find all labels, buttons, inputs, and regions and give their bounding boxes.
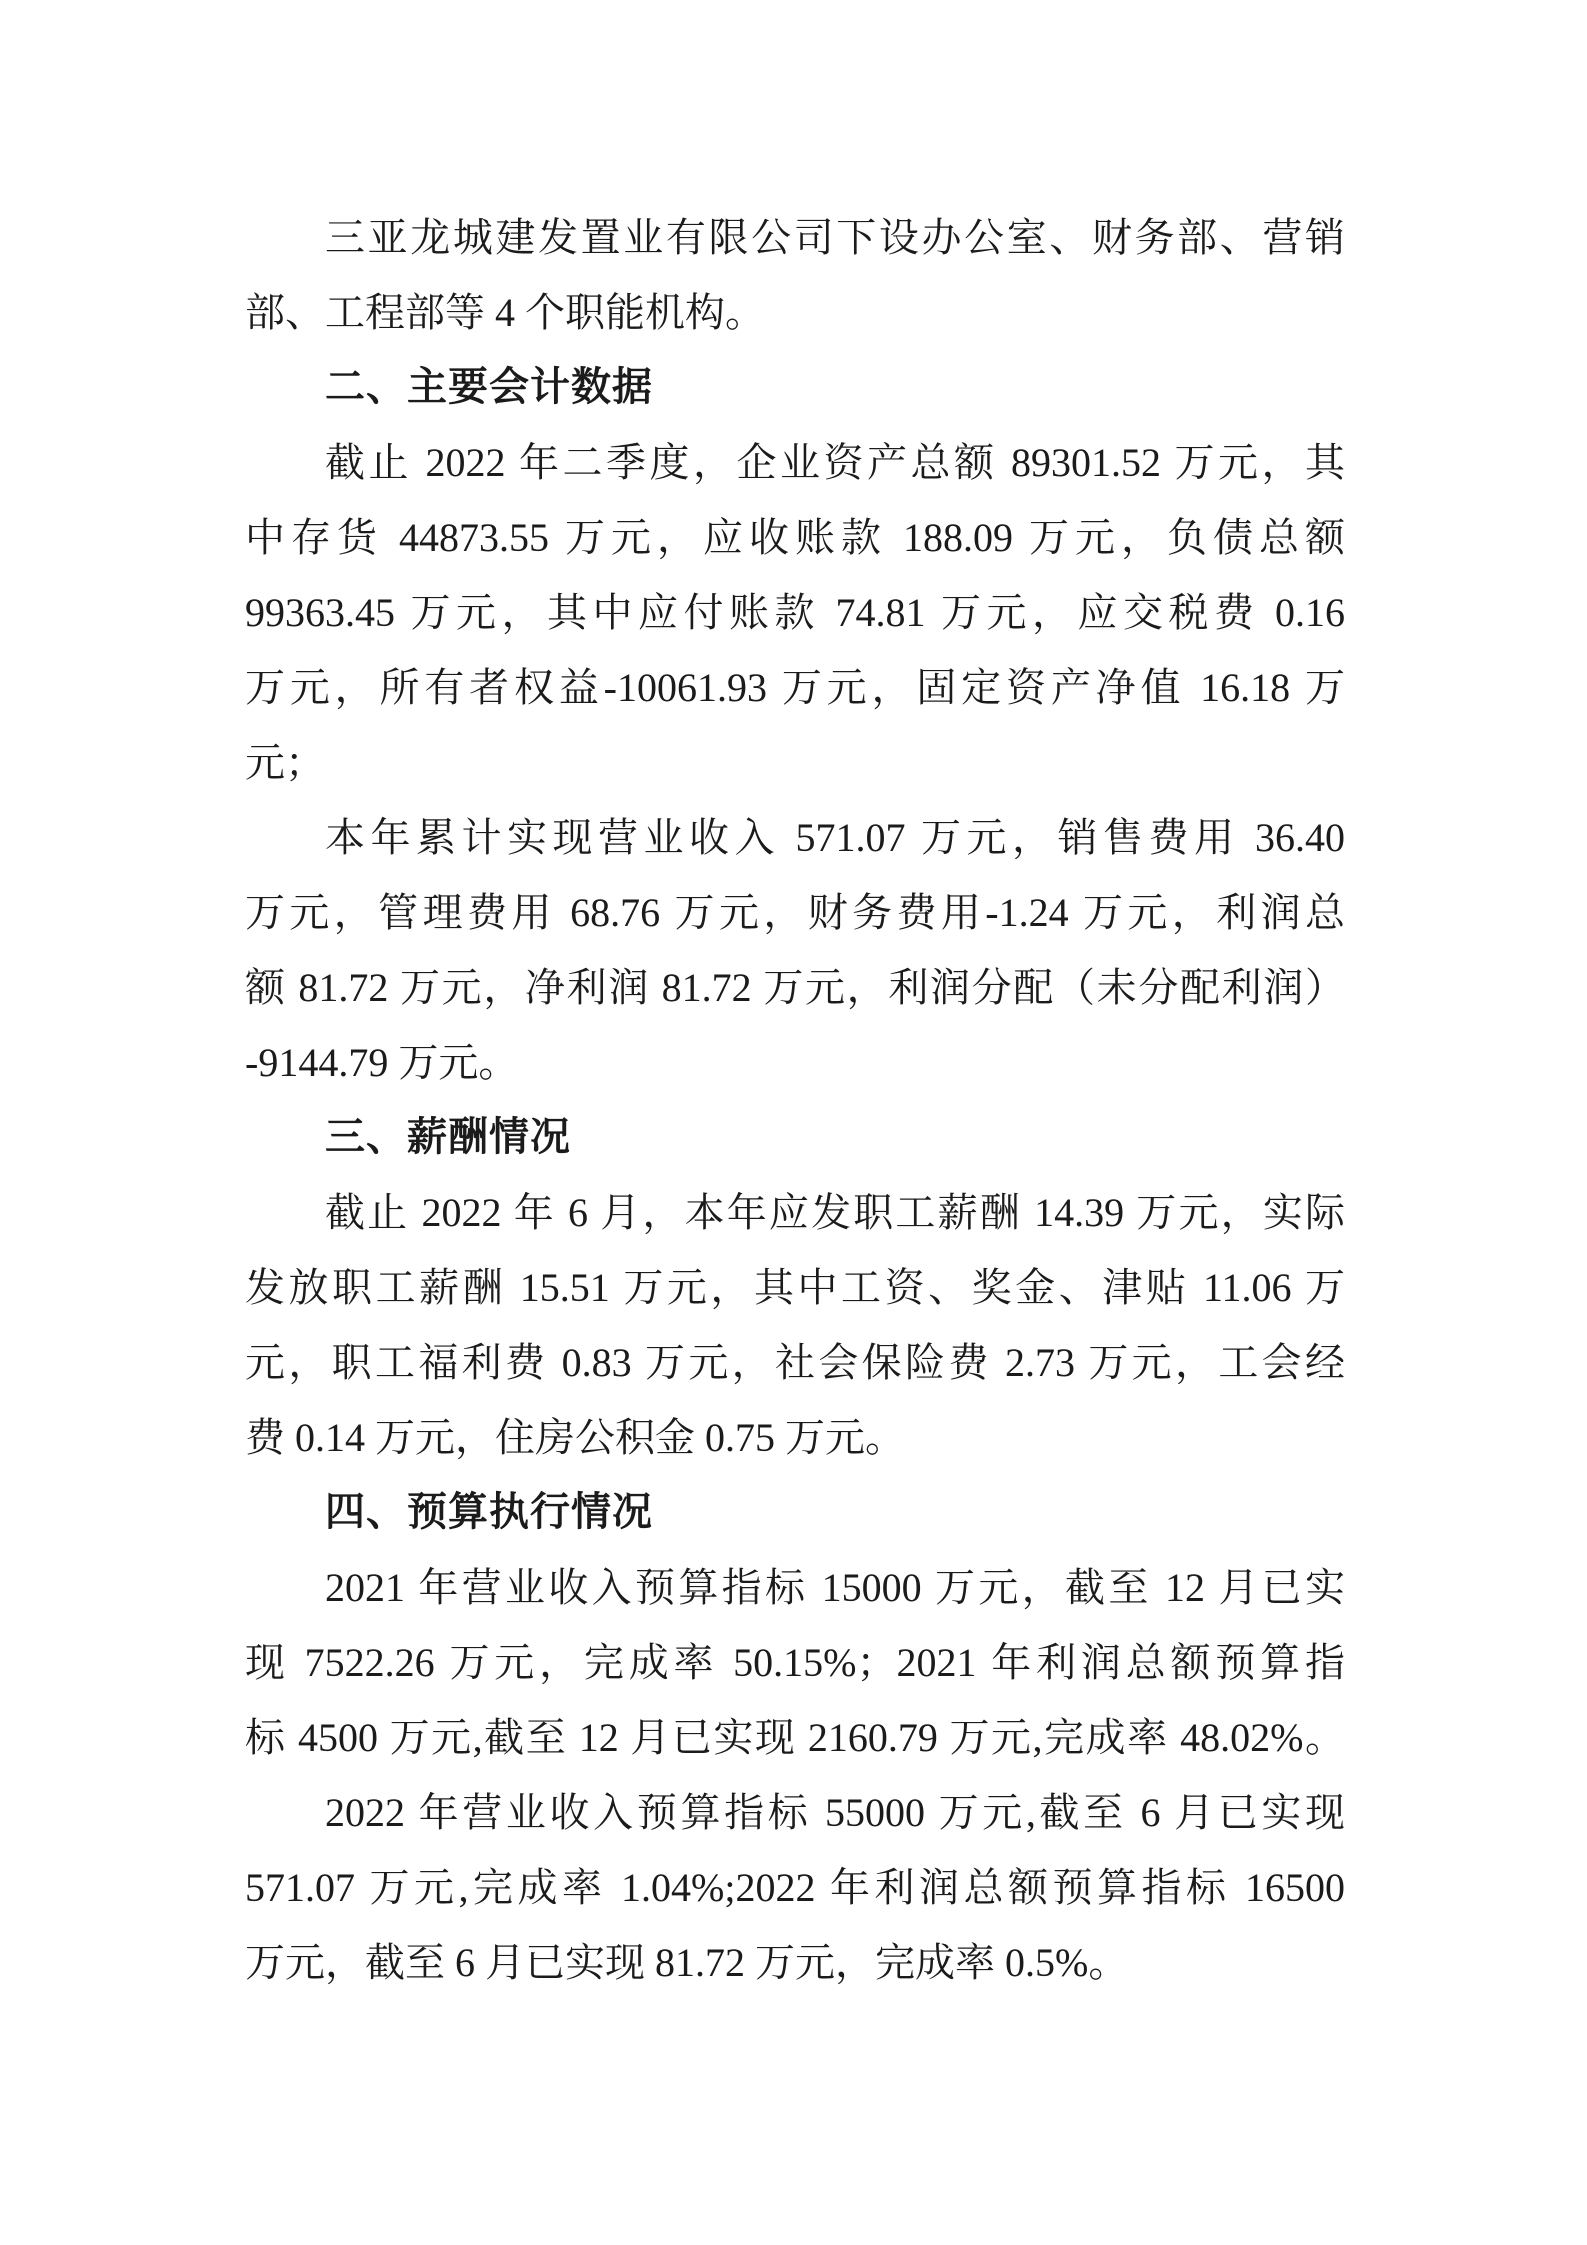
section-heading: 二、主要会计数据 bbox=[325, 365, 653, 409]
text-line: 三亚龙城建发置业有限公司下设办公室、财务部、营销 bbox=[325, 215, 1345, 260]
text-line: 571.07 万元,完成率 1.04%;2022 年利润总额预算指标 16500 bbox=[245, 1865, 1345, 1910]
text-line: 元，职工福利费 0.83 万元，社会保险费 2.73 万元，工会经 bbox=[245, 1340, 1345, 1385]
text-line: 中存货 44873.55 万元，应收账款 188.09 万元，负债总额 bbox=[245, 515, 1345, 560]
text-line: 万元，所有者权益-10061.93 万元，固定资产净值 16.18 万 bbox=[245, 665, 1345, 710]
text-line: 2021 年营业收入预算指标 15000 万元，截至 12 月已实 bbox=[325, 1565, 1345, 1610]
text-line: 发放职工薪酬 15.51 万元，其中工资、奖金、津贴 11.06 万 bbox=[245, 1265, 1345, 1310]
text-line: 截止 2022 年 6 月，本年应发职工薪酬 14.39 万元，实际 bbox=[325, 1190, 1345, 1235]
text-line: -9144.79 万元。 bbox=[245, 1040, 519, 1085]
text-line: 费 0.14 万元，住房公积金 0.75 万元。 bbox=[245, 1415, 905, 1460]
text-line: 万元，管理费用 68.76 万元，财务费用-1.24 万元，利润总 bbox=[245, 890, 1345, 935]
text-line: 本年累计实现营业收入 571.07 万元，销售费用 36.40 bbox=[325, 815, 1345, 860]
text-line: 万元，截至 6 月已实现 81.72 万元，完成率 0.5%。 bbox=[245, 1940, 1129, 1985]
text-line: 部、工程部等 4 个职能机构。 bbox=[245, 290, 765, 335]
text-line: 标 4500 万元,截至 12 月已实现 2160.79 万元,完成率 48.02%。 bbox=[245, 1715, 1345, 1760]
section-heading: 三、薪酬情况 bbox=[325, 1115, 571, 1159]
text-line: 99363.45 万元，其中应付账款 74.81 万元，应交税费 0.16 bbox=[245, 590, 1345, 635]
text-line: 额 81.72 万元，净利润 81.72 万元，利润分配（未分配利润） bbox=[245, 965, 1345, 1010]
text-line: 元； bbox=[245, 740, 325, 785]
section-heading: 四、预算执行情况 bbox=[325, 1490, 653, 1534]
text-line: 2022 年营业收入预算指标 55000 万元,截至 6 月已实现 bbox=[325, 1790, 1345, 1835]
text-line: 现 7522.26 万元，完成率 50.15%；2021 年利润总额预算指 bbox=[245, 1640, 1345, 1685]
text-line: 截止 2022 年二季度，企业资产总额 89301.52 万元，其 bbox=[325, 440, 1345, 485]
